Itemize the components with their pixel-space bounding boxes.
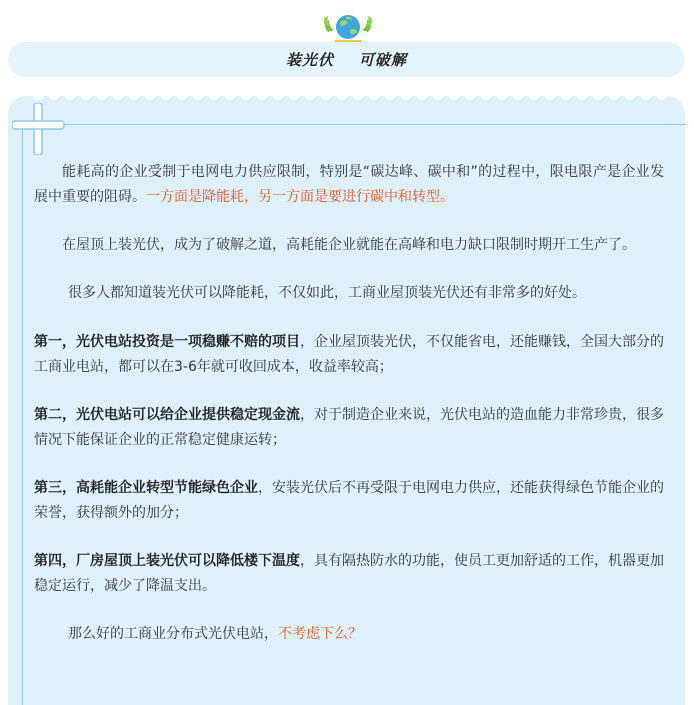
scallop-bump bbox=[64, 92, 76, 100]
scallop-bump bbox=[128, 92, 140, 100]
scallop-bump bbox=[176, 92, 188, 100]
article-body bbox=[34, 160, 664, 670]
scallop-bump bbox=[80, 92, 92, 100]
scallop-bump bbox=[544, 92, 556, 100]
scallop-bump bbox=[400, 92, 412, 100]
scallop-bump bbox=[240, 92, 252, 100]
paragraph-4-heading: 第一，光伏电站投资是一项稳赚不赔的项目 bbox=[34, 334, 300, 350]
scallop-bump bbox=[576, 92, 588, 100]
scallop-bump bbox=[272, 92, 284, 100]
paragraph-8-text: 那么好的工商业分布式光伏电站， bbox=[68, 626, 278, 642]
scallop-bump bbox=[256, 92, 268, 100]
scallop-bump bbox=[480, 92, 492, 100]
page-title: 装光伏 可破解 bbox=[286, 51, 407, 69]
paragraph-8 bbox=[34, 622, 664, 647]
scallop-bump bbox=[608, 92, 620, 100]
scallop-bump bbox=[640, 92, 652, 100]
scallop-bump bbox=[592, 92, 604, 100]
paragraph-2-text: 在屋顶上装光伏，成为了破解之道，高耗能企业就能在高峰和电力缺口限制时期开工生产了。 bbox=[62, 237, 636, 253]
paragraph-4 bbox=[34, 330, 664, 380]
paragraph-8-highlight: 不考虑下么？ bbox=[278, 626, 362, 642]
paragraph-2 bbox=[34, 233, 664, 258]
paragraph-7-text: ，具有隔热防水的功能，使员工更加舒适的工作，机器更加稳定运行，减少了降温支出。 bbox=[34, 553, 664, 594]
scallop-bump bbox=[384, 92, 396, 100]
paragraph-5-text: ，对于制造企业来说，光伏电站的造血能力非常珍贵，很多情况下能保证企业的正常稳定健康运转； bbox=[34, 407, 664, 448]
scallop-bump bbox=[224, 92, 236, 100]
scallop-bump bbox=[320, 92, 332, 100]
scallop-bump bbox=[192, 92, 204, 100]
paragraph-3 bbox=[34, 281, 664, 306]
title-banner bbox=[8, 42, 685, 77]
scallop-bump bbox=[368, 92, 380, 100]
scallop-bump bbox=[96, 92, 108, 100]
scallop-bump bbox=[32, 92, 44, 100]
paragraph-5-heading: 第二，光伏电站可以给企业提供稳定现金流 bbox=[34, 407, 300, 423]
paragraph-1-text: 能耗高的企业受制于电网电力供应限制，特别是“碳达峰、碳中和”的过程中，限电限产是企业发展中重要的阻碍。 bbox=[34, 164, 664, 205]
scallop-bump bbox=[528, 92, 540, 100]
scallop-bump bbox=[336, 92, 348, 100]
paragraph-6 bbox=[34, 476, 664, 526]
paragraph-5 bbox=[34, 403, 664, 453]
scallop-bump bbox=[464, 92, 476, 100]
scallop-bump bbox=[448, 92, 460, 100]
paragraph-3-text: 很多人都知道装光伏可以降能耗，不仅如此，工商业屋顶装光伏还有非常多的好处。 bbox=[68, 285, 586, 301]
scallop-bump bbox=[352, 92, 364, 100]
scallop-bump bbox=[288, 92, 300, 100]
scallop-bump bbox=[160, 92, 172, 100]
paragraph-7-heading: 第四，厂房屋顶上装光伏可以降低楼下温度 bbox=[34, 553, 300, 569]
scallop-bump bbox=[48, 92, 60, 100]
scalloped-edge bbox=[8, 92, 685, 110]
scallop-bump bbox=[432, 92, 444, 100]
cross-decoration-icon bbox=[12, 103, 68, 155]
paragraph-6-text: ，安装光伏后不再受限于电网电力供应，还能获得绿色节能企业的荣誉，获得额外的加分； bbox=[34, 480, 664, 521]
scallop-bump bbox=[144, 92, 156, 100]
paragraph-6-heading: 第三，高耗能企业转型节能绿色企业 bbox=[34, 480, 258, 496]
paragraph-1-highlight: 一方面是降能耗，另一方面是要进行碳中和转型。 bbox=[146, 189, 454, 205]
scallop-bump bbox=[512, 92, 524, 100]
scallop-bump bbox=[560, 92, 572, 100]
scallop-bump bbox=[496, 92, 508, 100]
scallop-bump bbox=[656, 92, 668, 100]
scallop-bump bbox=[208, 92, 220, 100]
scallop-bump bbox=[112, 92, 124, 100]
scallop-bump bbox=[624, 92, 636, 100]
scallop-bump bbox=[304, 92, 316, 100]
paragraph-7 bbox=[34, 549, 664, 599]
scallop-bump bbox=[416, 92, 428, 100]
paragraph-4-text: ，企业屋顶装光伏，不仅能省电，还能赚钱，全国大部分的工商业电站，都可以在3-6年就可收回成本，收益率较高； bbox=[34, 334, 664, 375]
paragraph-1 bbox=[34, 160, 664, 210]
